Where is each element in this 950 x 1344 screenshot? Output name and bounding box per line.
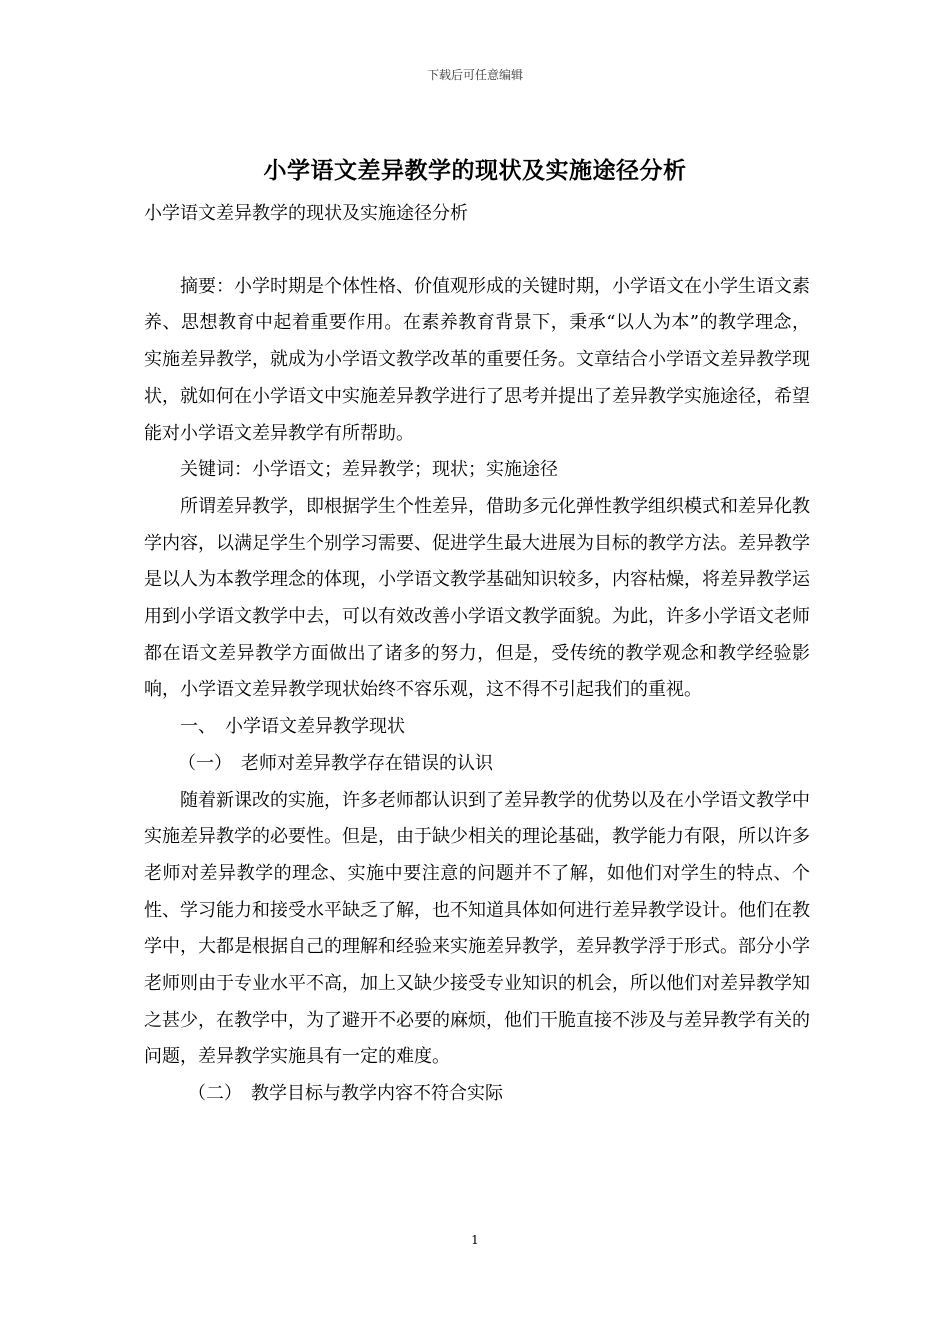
abstract-paragraph: 摘要：小学时期是个体性格、价值观形成的关键时期，小学语文在小学生语文素养、思想教育中起着重要作用。在素养教育背景下，秉承“以人为本”的教学理念，实施差异教学，就成为小学语文教学改革的重要任务。文章结合小学语文差异教学现状，就如何在小学语文中实施差异教学进行了思考并提出了差异教学实施途径，希望能对小学语文差异教学有所帮助。 — [144, 275, 810, 444]
subsection-heading-1: （一） 老师对差异教学存在错误的认识 — [178, 752, 493, 774]
document-body — [144, 196, 810, 1113]
intro-paragraph: 所谓差异教学，即根据学生个性差异，借助多元化弹性教学组织模式和差异化教学内容，以满足学生个别学习需要、促进学生最大进展为目标的教学方法。差异教学是以人为本教学理念的体现，小学语文教学基础知识较多，内容枯燥，将差异教学运用到小学语文教学中去，可以有效改善小学语文教学面貌。为此，许多小学语文老师都在语文差异教学方面做出了诸多的努力，但是，受传统的教学观念和教学经验影响，小学语文差异教学现状始终不容乐观，这不得不引起我们的重视。 — [144, 495, 810, 701]
header-note: 下载后可任意编辑 — [426, 68, 523, 82]
subsection-1-paragraph: 随着新课改的实施，许多老师都认识到了差异教学的优势以及在小学语文教学中实施差异教学的必要性。但是，由于缺少相关的理论基础，教学能力有限，所以许多老师对差异教学的理念、实施中要注意的问题并不了解，如他们对学生的特点、个性、学习能力和接受水平缺乏了解，也不知道具体如何进行差异教学设计。他们在教学中，大都是根据自己的理解和经验来实施差异教学，差异教学浮于形式。部分小学老师则由于专业水平不高，加上又缺少接受专业知识的机会，所以他们对差异教学知之甚少，在教学中，为了避开不必要的麻烦，他们干脆直接不涉及与差异教学有关的问题，差异教学实施具有一定的难度。 — [144, 789, 810, 1068]
document-subtitle: 小学语文差异教学的现状及实施途径分析 — [144, 203, 468, 224]
keywords-line: 关键词：小学语文；差异教学；现状；实施途径 — [180, 459, 558, 481]
document-title: 小学语文差异教学的现状及实施途径分析 — [263, 157, 687, 184]
page-number: 1 — [471, 1233, 479, 1247]
section-heading-1: 一、 小学语文差异教学现状 — [180, 716, 405, 738]
subsection-heading-2: （二） 教学目标与教学内容不符合实际 — [188, 1083, 503, 1105]
